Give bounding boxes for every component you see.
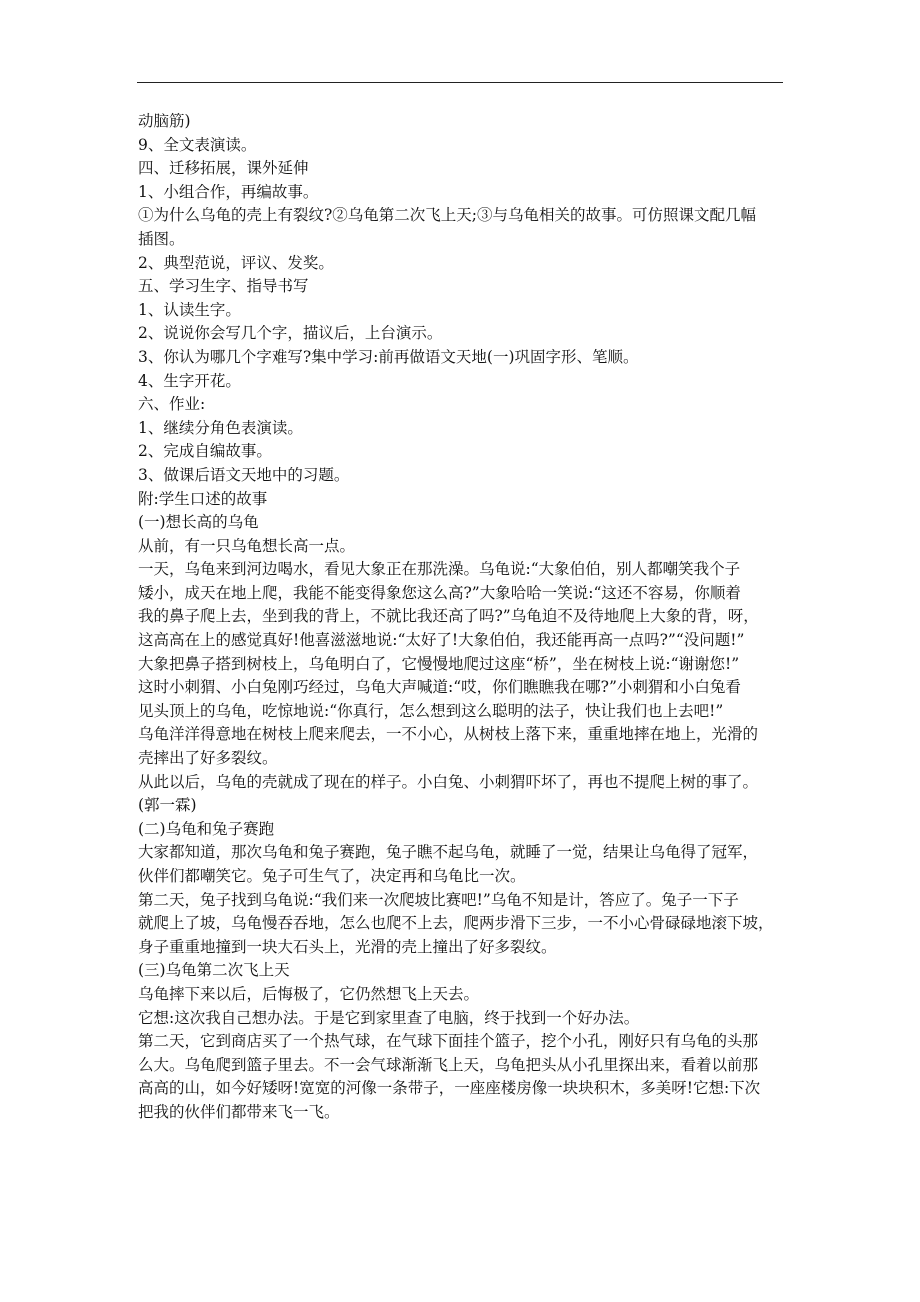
text-line: 乌龟洋洋得意地在树枝上爬来爬去，一不小心，从树枝上落下来，重重地摔在地上，光滑的 — [138, 725, 759, 744]
text-line: ①为什么乌龟的壳上有裂纹?②乌龟第二次飞上天;③与乌龟相关的故事。可仿照课文配几幅 — [138, 206, 757, 225]
text-line: 一天，乌龟来到河边喝水，看见大象正在那洗澡。乌龟说:“大象伯伯，别人都嘲笑我个子 — [138, 560, 741, 579]
text-line: 伙伴们都嘲笑它。兔子可生气了，决定再和乌龟比一次。 — [138, 867, 526, 885]
text-line: 矮小，成天在地上爬，我能不能变得象您这么高?”大象哈哈一笑说:“这还不容易，你顺着 — [138, 583, 741, 602]
text-line: 身子重重地撞到一块大石头上，光滑的壳上撞出了好多裂纹。 — [138, 937, 557, 956]
section-heading: 四、迁移拓展，课外延伸 — [138, 159, 309, 178]
section-heading: 六、作业: — [138, 395, 206, 414]
text-line: 从前，有一只乌龟想长高一点。 — [138, 536, 356, 555]
appendix-heading: 附:学生口述的故事 — [138, 489, 268, 508]
text-line: 大象把鼻子搭到树枝上，乌龟明白了，它慢慢地爬过这座“桥”，坐在树枝上说:“谢谢您!” — [138, 654, 740, 673]
text-line: 我的鼻子爬上去，坐到我的背上，不就比我还高了吗?”乌龟迫不及待地爬上大象的背，呀， — [138, 607, 759, 626]
text-line: 高高的山，如今好矮呀!宽宽的河像一条带子，一座座楼房像一块块积木，多美呀!它想:下次 — [138, 1079, 761, 1098]
text-line: 第二天，兔子找到乌龟说:“我们来一次爬坡比赛吧!”乌龟不知是计，答应了。兔子一下子 — [138, 890, 739, 909]
text-line: 3、你认为哪几个字难写?集中学习:前再做语文天地(一)巩固字形、笔顺。 — [138, 347, 639, 366]
text-line: 见头顶上的乌龟，吃惊地说:“你真行，怎么想到这么聪明的法子，快让我们也上去吧!” — [138, 701, 724, 720]
text-line: 3、做课后语文天地中的习题。 — [138, 465, 350, 484]
text-line: 1、继续分角色表演读。 — [138, 418, 303, 437]
text-line: 插图。 — [138, 229, 185, 248]
story-title: (一)想长高的乌龟 — [138, 513, 259, 532]
text-line: 第二天，它到商店买了一个热气球，在气球下面挂个篮子，挖个小孔，刚好只有乌龟的头那 — [138, 1032, 759, 1051]
document-body — [138, 110, 788, 1125]
text-line: 壳摔出了好多裂纹。 — [138, 749, 278, 768]
text-line: 就爬上了坡，乌龟慢吞吞地，怎么也爬不上去，爬两步滑下三步，一不小心骨碌碌地滚下坡， — [138, 914, 774, 933]
text-line: 动脑筋) — [138, 112, 191, 130]
text-line: 从此以后，乌龟的壳就成了现在的样子。小白兔、小刺猬吓坏了，再也不提爬上树的事了。 — [138, 772, 759, 791]
author-credit: (郭一霖) — [138, 796, 197, 815]
text-line: 9、全文表演读。 — [138, 135, 257, 154]
text-line: 2、典型范说，评议、发奖。 — [138, 253, 334, 272]
text-line: 这高高在上的感觉真好!他喜滋滋地说:“太好了!大象伯伯，我还能再高一点吗?”“没问题!” — [138, 631, 745, 650]
text-line: 4、生字开花。 — [138, 371, 241, 390]
story-title: (三)乌龟第二次飞上天 — [138, 961, 290, 980]
story-title: (二)乌龟和兔子赛跑 — [138, 819, 275, 838]
text-line: 这时小刺猬、小白兔刚巧经过，乌龟大声喊道:“哎，你们瞧瞧我在哪?”小刺猬和小白兔看 — [138, 678, 741, 697]
text-line: 2、完成自编故事。 — [138, 442, 272, 461]
text-line: 大家都知道，那次乌龟和兔子赛跑，兔子瞧不起乌龟，就睡了一觉，结果让乌龟得了冠军， — [138, 843, 759, 862]
text-line: 乌龟摔下来以后，后悔极了，它仍然想飞上天去。 — [138, 984, 480, 1003]
header-rule — [137, 82, 783, 83]
section-heading: 五、学习生字、指导书写 — [138, 277, 309, 296]
text-line: 么大。乌龟爬到篮子里去。不一会气球渐渐飞上天，乌龟把头从小孔里探出来，看着以前那 — [138, 1055, 759, 1074]
text-line: 1、小组合作，再编故事。 — [138, 182, 319, 201]
text-line: 1、认读生字。 — [138, 300, 241, 319]
text-line: 它想:这次我自己想办法。于是它到家里查了电脑，终于找到一个好办法。 — [138, 1008, 640, 1027]
text-line: 2、说说你会写几个字，描议后，上台演示。 — [138, 324, 443, 343]
text-line: 把我的伙伴们都带来飞一飞。 — [138, 1102, 340, 1121]
